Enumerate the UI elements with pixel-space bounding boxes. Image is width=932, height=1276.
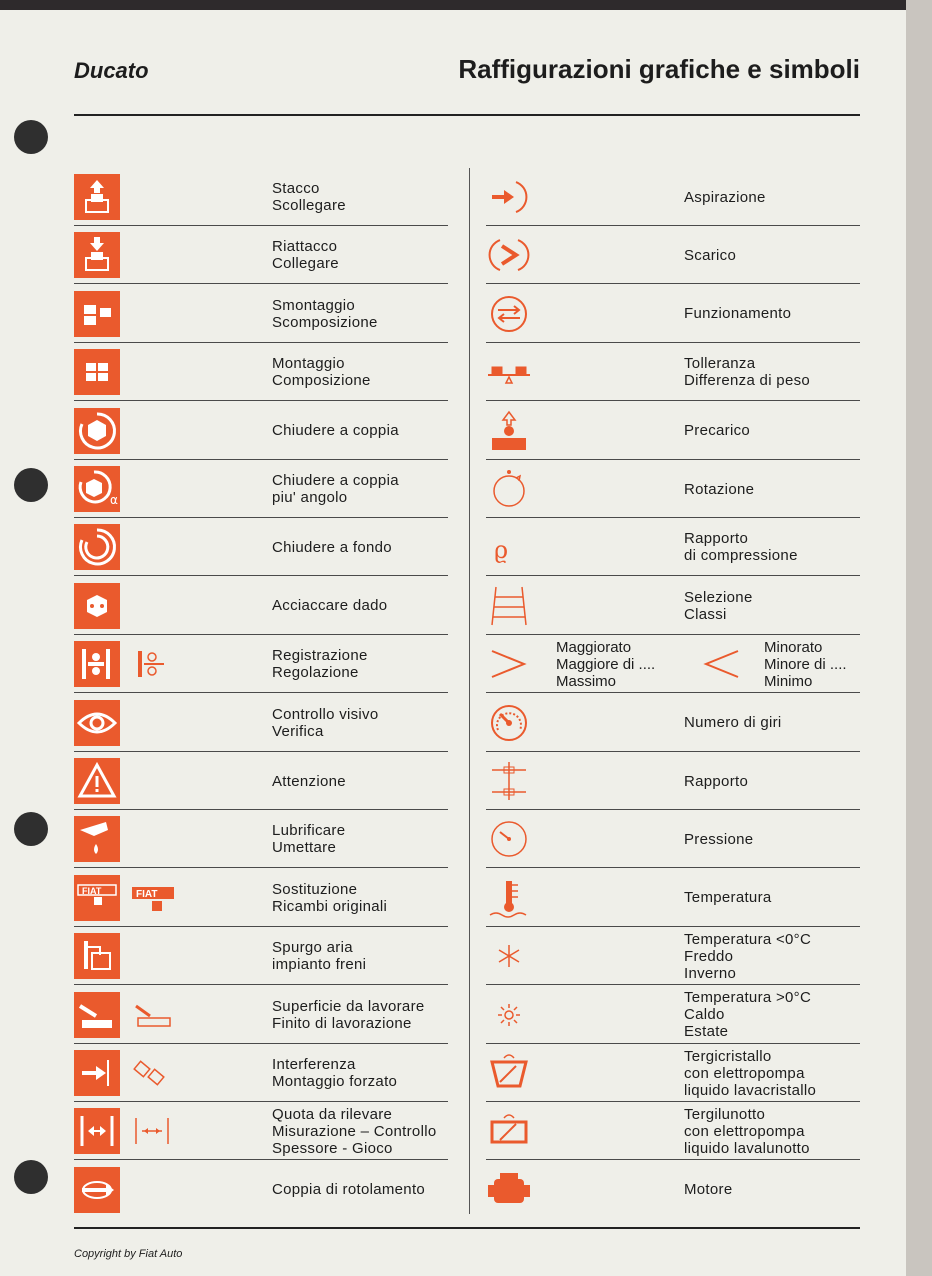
symbol-row: [486, 927, 860, 985]
operation-icon: [486, 291, 532, 337]
symbol-label-line: Scomposizione: [272, 313, 378, 331]
symbol-label-line: Maggiorato: [556, 638, 632, 656]
brake-bleed-icon: [74, 933, 120, 979]
rear-wiper-icon: [486, 1108, 532, 1154]
symbol-label: [684, 694, 782, 752]
symbol-label-line: Pressione: [684, 830, 754, 848]
punch-hole: [14, 120, 48, 154]
assemble-icon: [74, 349, 120, 395]
rolling-torque-icon: [74, 1167, 120, 1213]
svg-text:FIAT: FIAT: [136, 888, 158, 900]
symbol-label-line: impianto freni: [272, 956, 367, 974]
symbol-label: [684, 1044, 816, 1102]
measure-gap-icon: [74, 1108, 120, 1154]
symbol-label-line: Montaggio forzato: [272, 1073, 398, 1090]
disassemble-icon: [74, 291, 120, 337]
symbol-label-line: Tolleranza: [684, 355, 756, 373]
symbol-label-line: Finito di lavorazione: [272, 1014, 412, 1032]
symbol-row: [74, 460, 448, 518]
column-divider: [469, 168, 470, 1214]
symbol-label-line: piu' angolo: [272, 489, 348, 506]
machined-surface-icon: [74, 992, 120, 1038]
less-label: [764, 635, 847, 693]
interference-icon: [74, 1050, 120, 1096]
engine-icon: [486, 1167, 532, 1213]
symbol-row: [74, 694, 448, 752]
symbol-label: [272, 927, 366, 985]
symbol-label-line: Scarico: [684, 246, 737, 264]
symbol-label: [684, 986, 811, 1044]
symbol-label-line: Estate: [684, 1023, 729, 1041]
symbol-row: [486, 986, 860, 1044]
thermometer-icon: [486, 875, 532, 921]
detach-icon: [74, 174, 120, 220]
copyright-note: Copyright by Fiat Auto: [74, 1248, 183, 1260]
fiat-logo-icon: [130, 879, 176, 917]
attach-icon: [74, 232, 120, 278]
symbol-label: [272, 460, 399, 518]
symbol-label: [684, 460, 754, 518]
symbol-row: [486, 343, 860, 401]
intake-icon: [486, 174, 532, 220]
compression-ratio-icon: [486, 524, 532, 570]
symbol-row: [486, 518, 860, 576]
symbol-label: [684, 752, 748, 810]
symbol-label-line: Regolazione: [272, 664, 359, 682]
symbol-row: [74, 1044, 448, 1102]
symbol-row: [74, 285, 448, 343]
punch-hole: [14, 1160, 48, 1194]
tighten-fully-icon: [74, 524, 120, 570]
symbol-label-line: Verifica: [272, 722, 324, 740]
symbol-label-line: Acciaccare dado: [272, 597, 388, 615]
symbol-label-line: Massimo: [556, 672, 617, 690]
symbol-label-line: Sostituzione: [272, 880, 358, 898]
symbol-label: [272, 1161, 425, 1219]
symbol-label-line: di compressione: [684, 547, 798, 565]
adjustment-icon: [130, 645, 176, 683]
symbol-row: [486, 226, 860, 284]
symbol-row: [486, 869, 860, 927]
symbol-label: [684, 810, 753, 868]
symbol-row: [74, 927, 448, 985]
symbol-label: [684, 1161, 733, 1219]
symbol-label-line: Precarico: [684, 422, 751, 440]
symbol-row: [486, 1161, 860, 1219]
symbol-label-line: Numero di giri: [684, 714, 782, 732]
symbol-label: [272, 1102, 436, 1160]
symbol-row: [486, 694, 860, 752]
greater-than-icon: [486, 641, 532, 687]
page-title: Raffigurazioni grafiche e simboli: [458, 54, 860, 84]
symbol-label-line: Minorato: [764, 638, 823, 656]
symbol-row: [486, 402, 860, 460]
symbol-label-line: Temperatura <0°C: [684, 930, 812, 948]
eye-icon: [74, 700, 120, 746]
symbol-label: [272, 577, 387, 635]
gear-ratio-icon: [486, 758, 532, 804]
symbol-label-line: Freddo: [684, 947, 734, 965]
symbol-label-line: Attenzione: [272, 772, 346, 790]
symbol-label: [684, 1102, 810, 1160]
symbol-row: [74, 168, 448, 226]
symbol-row: [74, 402, 448, 460]
svg-text:α: α: [110, 493, 118, 507]
symbol-row: [486, 460, 860, 518]
interference-icon: [130, 1054, 176, 1092]
symbol-row: [486, 810, 860, 868]
symbol-label: [684, 927, 811, 985]
symbol-label-line: Minore di ....: [764, 655, 847, 673]
rotation-icon: [486, 466, 532, 512]
less-than-icon: [698, 641, 744, 687]
symbol-label: [684, 577, 753, 635]
preload-icon: [486, 408, 532, 454]
page-edge: [906, 0, 932, 1276]
warning-triangle-icon: [74, 758, 120, 804]
symbol-label-line: Differenza di peso: [684, 372, 811, 390]
symbol-row: [74, 343, 448, 401]
symbol-label-line: Stacco: [272, 180, 320, 197]
symbol-label-line: Chiudere a coppia: [272, 472, 399, 489]
symbol-label-line: Inverno: [684, 964, 737, 982]
symbol-label-line: Selezione: [684, 588, 753, 606]
symbol-row: [74, 986, 448, 1044]
windscreen-wiper-icon: [486, 1050, 532, 1096]
symbol-label-line: Temperatura: [684, 889, 772, 907]
symbol-label: [272, 810, 345, 868]
torque-nut-icon: [74, 408, 120, 454]
symbol-label: [272, 343, 371, 401]
stake-nut-icon: [74, 583, 120, 629]
header-rule: [74, 114, 860, 116]
symbol-row: [74, 635, 448, 693]
symbol-label-line: Registrazione: [272, 647, 368, 665]
symbol-label-line: Smontaggio: [272, 296, 356, 314]
symbol-label-line: Umettare: [272, 839, 337, 857]
symbol-label-line: Interferenza: [272, 1056, 356, 1073]
svg-text:FIAT: FIAT: [82, 885, 102, 896]
sun-icon: [486, 992, 532, 1038]
punch-hole: [14, 468, 48, 502]
symbol-label-line: liquido lavacristallo: [684, 1081, 817, 1099]
symbol-row: [74, 869, 448, 927]
adjustment-icon: [74, 641, 120, 687]
symbol-label-line: Spurgo aria: [272, 939, 353, 957]
symbol-label-line: Tergicristallo: [684, 1047, 772, 1065]
ladder-icon: [486, 583, 532, 629]
svg-text:ϱ: ϱ: [494, 536, 509, 565]
symbol-label: [684, 168, 766, 226]
symbol-row: [74, 810, 448, 868]
symbol-row: [486, 285, 860, 343]
symbol-label: [272, 285, 378, 343]
symbol-label-line: Superficie da lavorare: [272, 997, 425, 1015]
symbol-label: [272, 869, 387, 927]
symbol-label-line: Chiudere a fondo: [272, 538, 392, 556]
balance-scale-icon: [486, 349, 532, 395]
punch-hole: [14, 812, 48, 846]
symbol-label-line: Montaggio: [272, 355, 345, 373]
symbol-label-line: Lubrificare: [272, 822, 346, 840]
symbol-label-line: Riattacco: [272, 238, 338, 256]
symbol-label-line: Scollegare: [272, 197, 346, 214]
rpm-gauge-icon: [486, 700, 532, 746]
symbol-label-line: Rapporto: [684, 772, 749, 790]
symbol-row: [74, 1161, 448, 1219]
snowflake-icon: [486, 933, 532, 979]
symbol-label-line: Misurazione – Controllo: [272, 1122, 437, 1140]
symbol-label-line: Funzionamento: [684, 305, 792, 323]
symbol-row: [486, 168, 860, 226]
symbol-label: [684, 226, 736, 284]
symbol-row: [74, 518, 448, 576]
symbol-label-line: Tergilunotto: [684, 1105, 766, 1123]
symbol-row: [74, 752, 448, 810]
symbol-label-line: con elettropompa: [684, 1122, 805, 1140]
symbol-label: [272, 986, 425, 1044]
symbol-label-line: Quota da rilevare: [272, 1105, 393, 1123]
symbol-label-line: Coppia di rotolamento: [272, 1181, 426, 1199]
symbol-label: [684, 343, 810, 401]
symbol-label: [272, 752, 346, 810]
symbol-label: [272, 1044, 397, 1102]
symbol-label-line: Caldo: [684, 1006, 725, 1024]
symbol-label: [272, 635, 368, 693]
symbol-label-line: Collegare: [272, 255, 339, 273]
machined-surface-icon: [130, 996, 176, 1034]
symbol-row: [486, 752, 860, 810]
symbol-label: [684, 518, 798, 576]
symbol-row: [486, 1102, 860, 1160]
symbol-label-line: Ricambi originali: [272, 897, 388, 915]
symbol-label-line: con elettropompa: [684, 1064, 805, 1082]
symbol-label: [684, 402, 750, 460]
symbol-row: [74, 577, 448, 635]
symbol-label-line: Spessore - Gioco: [272, 1139, 393, 1157]
oil-can-icon: [74, 816, 120, 862]
symbol-label-line: Chiudere a coppia: [272, 422, 399, 440]
greater-label: [556, 635, 655, 693]
symbol-label-line: Rapporto: [684, 530, 749, 548]
pressure-gauge-icon: [486, 816, 532, 862]
symbol-label: [684, 869, 772, 927]
symbol-label-line: Temperatura >0°C: [684, 989, 812, 1007]
symbol-label: [272, 402, 399, 460]
symbol-label-line: liquido lavalunotto: [684, 1139, 810, 1157]
symbol-row: [486, 635, 860, 693]
symbol-label-line: Motore: [684, 1181, 733, 1199]
symbol-label-line: Classi: [684, 605, 727, 623]
torque-angle-icon: [74, 466, 120, 512]
symbol-label-line: Maggiore di ....: [556, 655, 656, 673]
symbol-label-line: Rotazione: [684, 480, 755, 498]
symbol-row: [74, 1102, 448, 1160]
symbol-label: [684, 285, 791, 343]
brand-name: Ducato: [74, 58, 149, 83]
symbol-row: [486, 1044, 860, 1102]
symbol-label-line: Aspirazione: [684, 188, 766, 206]
fiat-logo-icon: [74, 875, 120, 921]
symbol-label: [272, 694, 379, 752]
symbol-label-line: Controllo visivo: [272, 705, 379, 723]
measure-gap-icon: [130, 1112, 176, 1150]
symbol-row: [486, 577, 860, 635]
symbol-row: [74, 226, 448, 284]
symbol-label: [272, 168, 346, 226]
symbol-label-line: Minimo: [764, 672, 813, 690]
symbol-label: [272, 226, 339, 284]
symbol-label: [272, 518, 392, 576]
footer-rule: [74, 1227, 860, 1229]
exhaust-icon: [486, 232, 532, 278]
symbol-label-line: Composizione: [272, 372, 371, 390]
